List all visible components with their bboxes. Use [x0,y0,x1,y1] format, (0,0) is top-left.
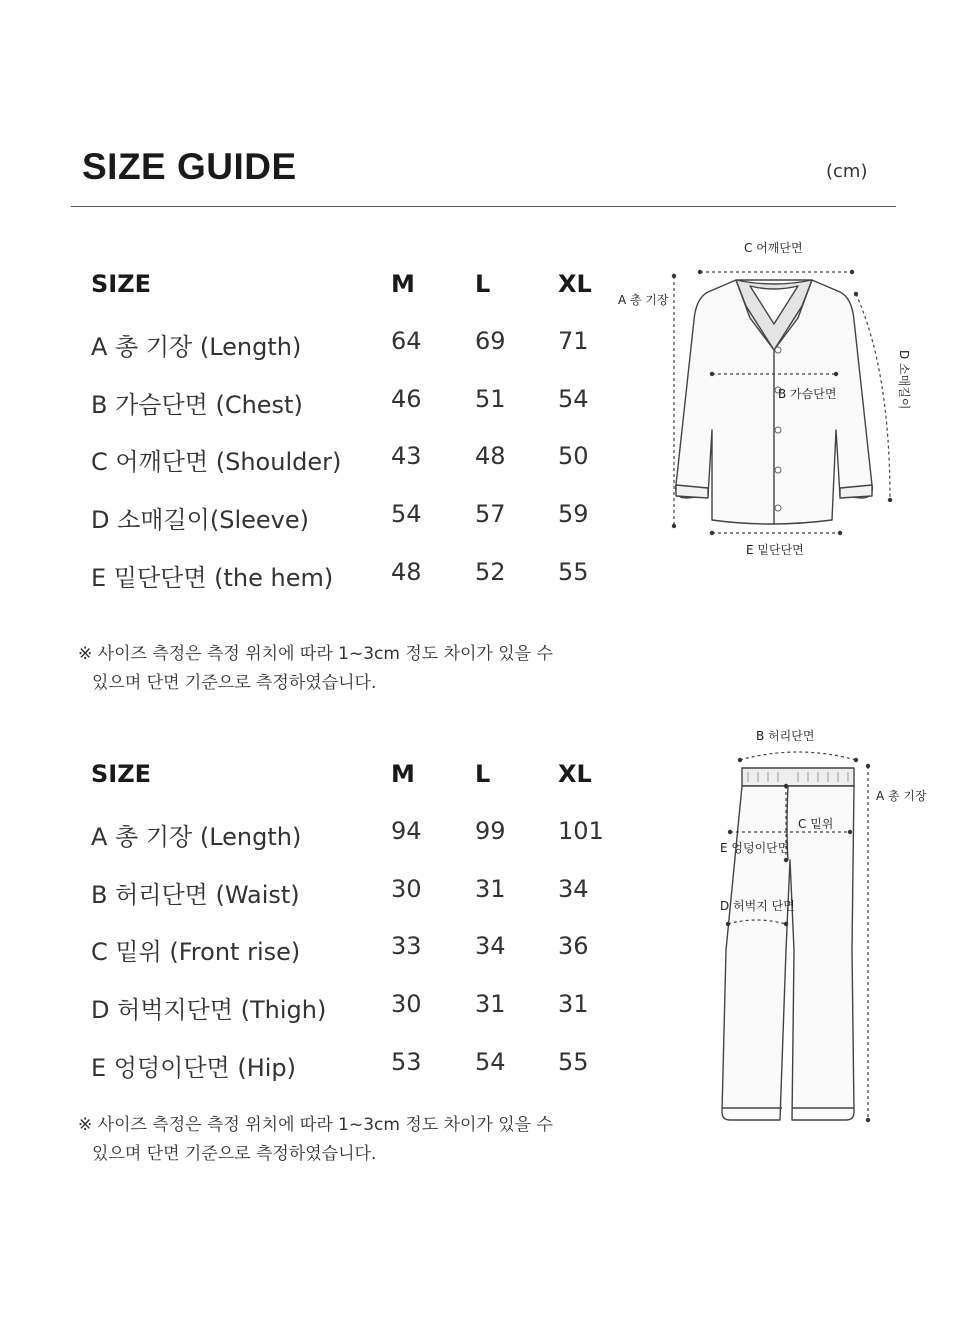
cell-l: 99 [475,817,506,845]
shirt-diagram [600,230,940,570]
row-label: A 총 기장 (Length) [91,823,302,851]
table-row [91,558,621,598]
label-length: A 총 기장 [876,789,927,803]
column-header-l: L [475,760,491,788]
cell-m: 30 [391,875,422,903]
measurement-note [78,640,578,698]
pants-diagram [700,720,940,1140]
table-row [91,990,621,1030]
cell-xl: 31 [558,990,589,1018]
table-row [91,327,621,367]
row-label: E 밑단단면 (the hem) [91,564,334,592]
table-row [91,875,621,915]
cell-m: 53 [391,1048,422,1076]
table-row [91,932,621,972]
cell-xl: 71 [558,327,589,355]
shirt-illustration [600,230,940,570]
cell-xl: 34 [558,875,589,903]
table-row [91,385,621,425]
label-shoulder: C 어깨단면 [744,241,803,255]
cell-l: 51 [475,385,506,413]
label-chest: B 가슴단면 [778,387,837,401]
table-row [91,500,621,540]
column-header-xl: XL [558,760,592,788]
cell-xl: 54 [558,385,589,413]
row-label: C 밑위 (Front rise) [91,938,301,966]
row-label: E 엉덩이단면 (Hip) [91,1054,297,1082]
row-label: D 허벅지단면 (Thigh) [91,996,327,1024]
label-rise: C 밑위 [798,817,834,831]
column-header-xl: XL [558,270,592,298]
column-header-m: M [391,270,415,298]
label-hip: E 엉덩이단면 [720,841,790,855]
cell-xl: 55 [558,558,589,586]
pants-illustration [700,720,940,1140]
cell-m: 54 [391,500,422,528]
cell-m: 30 [391,990,422,1018]
column-header-l: L [475,270,491,298]
cell-l: 31 [475,990,506,1018]
note-line-1: ※ 사이즈 측정은 측정 위치에 따라 1~3cm 정도 차이가 있을 수 [78,1115,553,1135]
cell-l: 48 [475,442,506,470]
note-line-1: ※ 사이즈 측정은 측정 위치에 따라 1~3cm 정도 차이가 있을 수 [78,644,553,664]
row-label: C 어깨단면 (Shoulder) [91,448,342,476]
note-line-2: 있으며 단면 기준으로 측정하였습니다. [92,673,377,693]
cell-xl: 36 [558,932,589,960]
cell-m: 43 [391,442,422,470]
table-row [91,817,621,857]
cell-xl: 59 [558,500,589,528]
label-hem: E 밑단단면 [746,543,804,557]
cell-m: 48 [391,558,422,586]
row-label: D 소매길이(Sleeve) [91,506,309,534]
table-header-row [91,270,621,310]
table-row [91,442,621,482]
cell-l: 57 [475,500,506,528]
label-thigh: D 허벅지 단면 [720,899,795,913]
cell-m: 46 [391,385,422,413]
row-label: B 허리단면 (Waist) [91,881,300,909]
label-waist: B 허리단면 [756,729,815,743]
page-title: SIZE GUIDE [82,146,297,187]
label-sleeve: D 소매길이 [897,350,911,410]
cell-m: 64 [391,327,422,355]
row-label: A 총 기장 (Length) [91,333,302,361]
cell-xl: 101 [558,817,604,845]
label-length: A 총 기장 [618,293,669,307]
cell-xl: 55 [558,1048,589,1076]
unit-label: (cm) [826,161,868,182]
measurement-note [78,1111,578,1169]
cell-l: 69 [475,327,506,355]
cell-l: 52 [475,558,506,586]
cell-l: 54 [475,1048,506,1076]
cell-l: 31 [475,875,506,903]
cell-m: 94 [391,817,422,845]
cell-m: 33 [391,932,422,960]
column-header-size: SIZE [91,760,152,788]
table-header-row [91,760,621,800]
column-header-size: SIZE [91,270,152,298]
row-label: B 가슴단면 (Chest) [91,391,303,419]
table-row [91,1048,621,1088]
cell-l: 34 [475,932,506,960]
cell-xl: 50 [558,442,589,470]
note-line-2: 있으며 단면 기준으로 측정하였습니다. [92,1144,377,1164]
column-header-m: M [391,760,415,788]
header-divider [71,206,896,207]
